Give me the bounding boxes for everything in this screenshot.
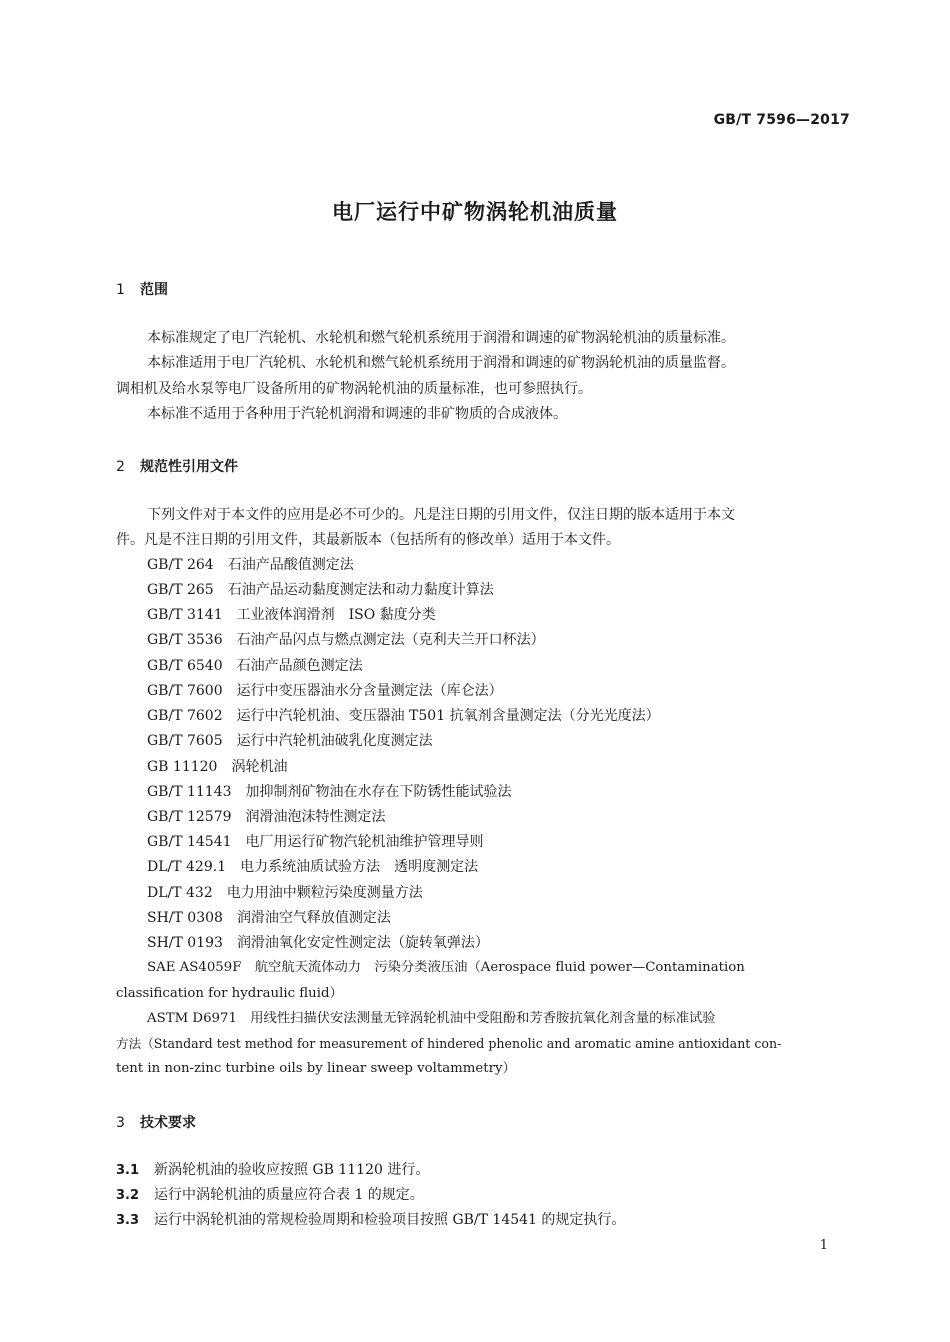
section-number: 1	[116, 282, 125, 298]
reference-title: 润滑油泡沫特性测定法	[245, 809, 386, 825]
reference-title: 涡轮机油	[231, 759, 288, 775]
reference-code: SH/T 0193	[147, 935, 223, 951]
clause-text: 运行中涡轮机油的常规检验周期和检验项目按照 GB/T 14541 的规定执行。	[154, 1212, 626, 1228]
clause-item	[116, 1160, 429, 1181]
reference-title: 工业液体润滑剂 ISO 黏度分类	[236, 607, 436, 623]
reference-title: 电力用油中颗粒污染度测量方法	[226, 885, 423, 901]
paragraph-line: 调相机及给水泵等电厂设备所用的矿物涡轮机油的质量标准，也可参照执行。	[116, 381, 592, 397]
reference-item	[147, 605, 436, 625]
reference-item	[147, 933, 489, 953]
reference-code: GB/T 3536	[147, 632, 223, 648]
paragraph-line: 本标准适用于电厂汽轮机、水轮机和燃气轮机系统用于润滑和调速的矿物涡轮机油的质量监督。	[147, 355, 735, 371]
reference-code: GB/T 7600	[147, 683, 223, 699]
reference-sae-line: SAE AS4059F 航空航天流体动力 污染分类液压油（Aerospace fluid power—Contamination	[147, 960, 745, 975]
paragraph-line: 本标准不适用于各种用于汽轮机润滑和调速的非矿物质的合成液体。	[147, 406, 567, 422]
reference-item	[147, 580, 494, 600]
reference-astm-line: 方法（Standard test method for measurement of hindered phenolic and aromatic amine antioxidant con-	[116, 1036, 782, 1051]
reference-code: GB/T 7602	[147, 708, 223, 724]
reference-code: GB/T 14541	[147, 834, 232, 850]
reference-item	[147, 555, 354, 575]
clause-item	[116, 1210, 625, 1231]
reference-title: 石油产品运动黏度测定法和动力黏度计算法	[227, 582, 494, 598]
section-1-heading	[116, 279, 168, 299]
reference-item	[147, 630, 545, 650]
reference-title: 电厂用运行矿物汽轮机油维护管理导则	[245, 834, 484, 850]
reference-code: GB 11120	[147, 759, 218, 775]
clause-item	[116, 1185, 424, 1206]
reference-code: DL/T 432	[147, 885, 213, 901]
reference-title: 润滑油氧化安定性测定法（旋转氧弹法）	[236, 935, 489, 951]
document-title: 电厂运行中矿物涡轮机油质量	[332, 200, 618, 224]
section-number: 3	[116, 1115, 125, 1131]
reference-code: GB/T 6540	[147, 658, 223, 674]
reference-code: GB/T 3141	[147, 607, 223, 623]
paragraph-line: 件。凡是不注日期的引用文件，其最新版本（包括所有的修改单）适用于本文件。	[116, 532, 620, 548]
section-title: 规范性引用文件	[140, 459, 238, 475]
reference-code: GB/T 265	[147, 582, 214, 598]
reference-code: GB/T 7605	[147, 733, 223, 749]
reference-code: GB/T 264	[147, 557, 214, 573]
section-title: 技术要求	[140, 1115, 196, 1131]
reference-astm-line: ASTM D6971 用线性扫描伏安法测量无锌涡轮机油中受阻酚和芳香胺抗氧化剂含量的标准试验	[147, 1011, 716, 1026]
clause-number: 3.3	[116, 1213, 140, 1228]
reference-item	[147, 832, 484, 852]
paragraph-line: 本标准规定了电厂汽轮机、水轮机和燃气轮机系统用于润滑和调速的矿物涡轮机油的质量标准。	[147, 330, 735, 346]
reference-item	[147, 757, 287, 777]
clause-text: 新涡轮机油的验收应按照 GB 11120 进行。	[154, 1162, 430, 1178]
clause-text: 运行中涡轮机油的质量应符合表 1 的规定。	[154, 1187, 424, 1203]
reference-code: GB/T 12579	[147, 809, 232, 825]
paragraph-line: 下列文件对于本文件的应用是必不可少的。凡是注日期的引用文件，仅注日期的版本适用于本文	[147, 507, 735, 523]
clause-number: 3.1	[116, 1163, 140, 1178]
reference-item	[147, 857, 478, 877]
reference-item	[147, 883, 423, 903]
reference-sae-line: classification for hydraulic fluid）	[116, 986, 343, 1001]
reference-title: 石油产品酸值测定法	[227, 557, 354, 573]
reference-title: 润滑油空气释放值测定法	[236, 910, 391, 926]
reference-code: SH/T 0308	[147, 910, 223, 926]
reference-item	[147, 782, 512, 802]
section-3-heading	[116, 1112, 196, 1132]
clause-number: 3.2	[116, 1188, 140, 1203]
page-number: 1	[819, 1238, 828, 1253]
section-title: 范围	[140, 282, 168, 298]
reference-title: 运行中变压器油水分含量测定法（库仑法）	[236, 683, 503, 699]
reference-title: 加抑制剂矿物油在水存在下防锈性能试验法	[245, 784, 512, 800]
section-2-heading	[116, 456, 238, 476]
section-number: 2	[116, 459, 125, 475]
reference-title: 运行中汽轮机油、变压器油 T501 抗氧剂含量测定法（分光光度法）	[236, 708, 660, 724]
standard-code: GB/T 7596—2017	[713, 112, 850, 128]
reference-item	[147, 908, 391, 928]
reference-item	[147, 656, 363, 676]
reference-title: 石油产品闪点与燃点测定法（克利夫兰开口杯法）	[236, 632, 545, 648]
reference-item	[147, 731, 433, 751]
reference-item	[147, 807, 386, 827]
reference-code: DL/T 429.1	[147, 859, 227, 875]
reference-astm-line: tent in non-zinc turbine oils by linear sweep voltammetry）	[116, 1061, 516, 1076]
reference-title: 电力系统油质试验方法 透明度测定法	[240, 859, 479, 875]
reference-item	[147, 706, 660, 726]
reference-code: GB/T 11143	[147, 784, 232, 800]
reference-item	[147, 681, 503, 701]
reference-title: 运行中汽轮机油破乳化度测定法	[236, 733, 433, 749]
reference-title: 石油产品颜色测定法	[236, 658, 363, 674]
